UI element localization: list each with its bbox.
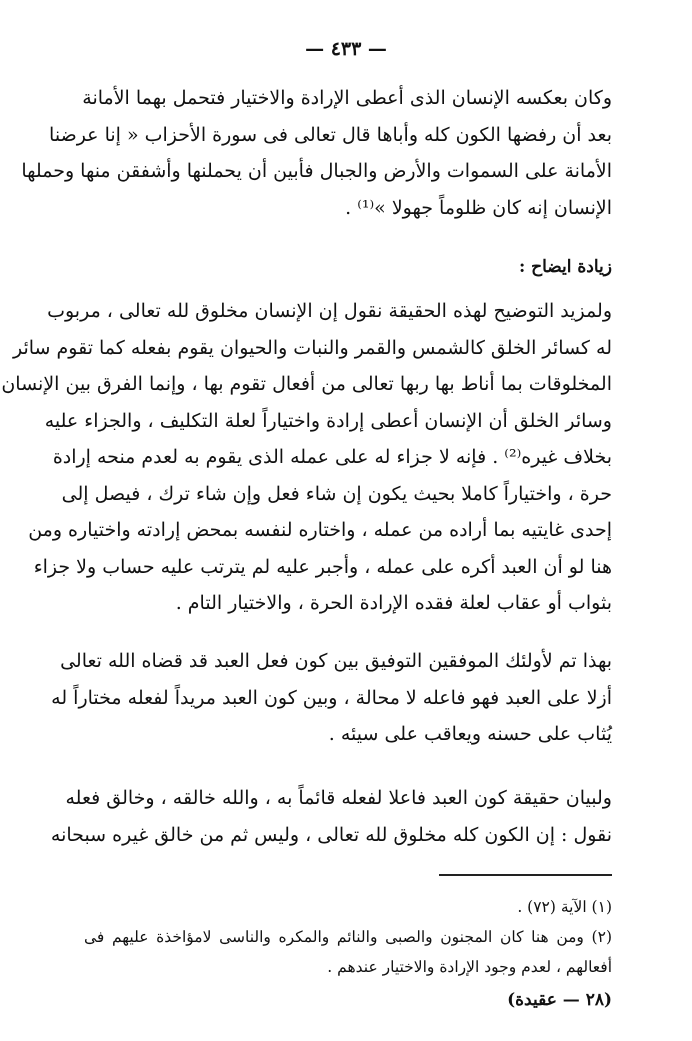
text-line: بعد أن رفضها الكون كله وأباها قال تعالى فى سورة الأحزاب « إنا عرضنا: [49, 123, 612, 146]
text-line: وسائر الخلق أن الإنسان أعطى إرادة واختياراً لعلة التكليف ، والجزاء عليه: [44, 409, 612, 432]
text-line: له كسائر الخلق كالشمس والقمر والنبات والحيوان يقوم بفعله كما تقوم سائر: [12, 336, 612, 359]
text-line: بهذا تم لأولئك الموفقين التوفيق بين كون فعل العبد قد قضاه الله تعالى: [60, 650, 612, 672]
paragraph-reconciliation: [51, 643, 612, 753]
text-line: ولبيان حقيقة كون العبد فاعلا لفعله قائماً به ، والله خالقه ، وخالق فعله: [65, 787, 612, 809]
text-line: وكان بعكسه الإنسان الذى أعطى الإرادة والاختيار فتحمل بهما الأمانة: [82, 87, 612, 109]
text-line: حرة ، واختياراً كاملا بحيث يكون إن شاء فعل وإن شاء ترك ، فيصل إلى: [61, 482, 612, 505]
text-line: بثواب أو عقاب لعلة فقده الإرادة الحرة ، والاختيار التام .: [175, 592, 612, 614]
text-line: بخلاف غيره⁽²⁾ . فإنه لا جزاء له على عمله الذى يقوم به لعدم منحه إرادة: [52, 446, 612, 468]
text-line: نقول : إن الكون كله مخلوق لله تعالى ، وليس ثم من خالق غيره سبحانه: [50, 823, 612, 846]
text-line: الإنسان إنه كان ظلوماً جهولا »⁽¹⁾ .: [345, 196, 612, 219]
footnote-2-cont: أفعالهم ، لعدم وجود الإرادة والاختيار عندهم .: [327, 958, 612, 976]
text-line: المخلوقات بما أناط بها ربها تعالى من أفعال تقوم بها ، وإنما الفرق بين الإنسان: [1, 373, 612, 395]
text-line: يُثاب على حسنه ويعاقب على سيئه .: [328, 723, 612, 745]
paragraph-amanah: [21, 80, 612, 226]
footnote-separator: [439, 874, 612, 876]
footnote-2: (٢) ومن هنا كان المجنون والصبى والنائم والمكره والناسى لامؤاخذة عليهم فى: [84, 928, 612, 946]
text-line: ولمزيد التوضيح لهذه الحقيقة نقول إن الإنسان مخلوق لله تعالى ، مربوب: [47, 300, 612, 322]
text-line: الأمانة على السموات والأرض والجبال فأبين أن يحملنها وأشفقن منها وحملها: [21, 160, 612, 182]
footnotes: [84, 892, 612, 982]
section-heading: زيادة ايضاح :: [518, 257, 612, 277]
paragraph-clarification: [1, 293, 612, 622]
signature-mark: (٢٨ — عقيدة): [507, 990, 612, 1010]
paragraph-creation: [50, 780, 612, 853]
text-line: إحدى غايتيه بما أراده من عمله ، واختاره لنفسه بمحض إرادته واختياره ومن: [28, 519, 612, 541]
page-number: — ٤٣٣ —: [305, 38, 387, 60]
footnote-1: (١) الآية (٧٢) .: [517, 898, 612, 916]
text-line: أزلا على العبد فهو فاعله لا محالة ، وبين كون العبد مريداً لفعله مختاراً له: [51, 686, 612, 709]
text-line: هنا لو أن العبد أكره على عمله ، وأجبر عليه لم يترتب عليه حساب ولا جزاء: [33, 555, 612, 578]
